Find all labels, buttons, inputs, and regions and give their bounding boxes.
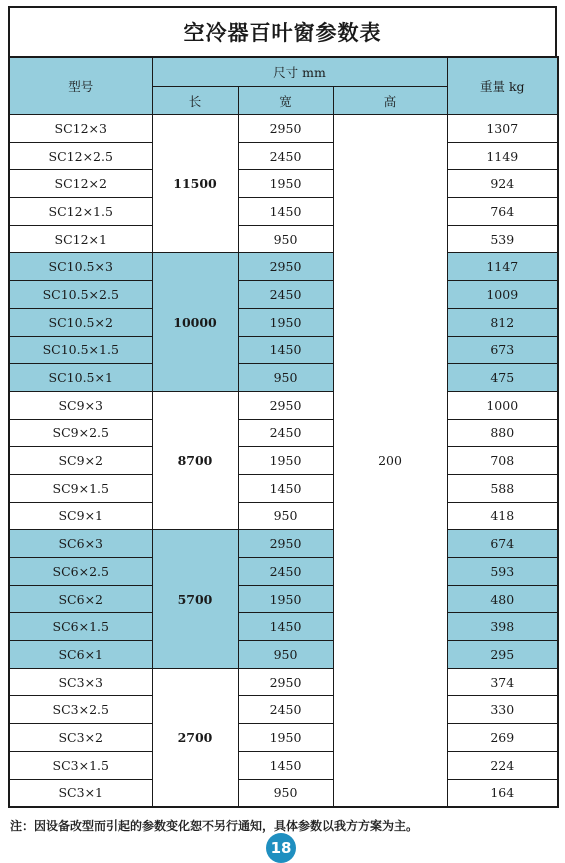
table-row bbox=[9, 724, 558, 752]
weight-cell: 164 bbox=[447, 779, 558, 807]
table-row bbox=[9, 391, 558, 419]
model-cell: SC6×1.5 bbox=[9, 613, 152, 641]
model-cell: SC3×1 bbox=[9, 779, 152, 807]
width-cell: 2950 bbox=[238, 530, 333, 558]
width-cell: 2950 bbox=[238, 668, 333, 696]
table-title: 空冷器百叶窗参数表 bbox=[8, 6, 557, 56]
width-cell: 1450 bbox=[238, 198, 333, 226]
width-cell: 1450 bbox=[238, 336, 333, 364]
width-cell: 950 bbox=[238, 641, 333, 669]
model-cell: SC3×2.5 bbox=[9, 696, 152, 724]
model-cell: SC10.5×3 bbox=[9, 253, 152, 281]
table-row bbox=[9, 502, 558, 530]
table-row bbox=[9, 558, 558, 586]
width-cell: 2450 bbox=[238, 142, 333, 170]
table-row bbox=[9, 170, 558, 198]
weight-cell: 475 bbox=[447, 364, 558, 392]
table-row bbox=[9, 447, 558, 475]
width-cell: 2450 bbox=[238, 558, 333, 586]
table-row bbox=[9, 253, 558, 281]
table-row bbox=[9, 696, 558, 724]
weight-cell: 398 bbox=[447, 613, 558, 641]
weight-cell: 539 bbox=[447, 225, 558, 253]
weight-cell: 812 bbox=[447, 308, 558, 336]
weight-cell: 593 bbox=[447, 558, 558, 586]
table-row bbox=[9, 419, 558, 447]
table-row bbox=[9, 364, 558, 392]
width-cell: 2950 bbox=[238, 115, 333, 143]
model-cell: SC3×3 bbox=[9, 668, 152, 696]
model-cell: SC12×1.5 bbox=[9, 198, 152, 226]
table-row bbox=[9, 530, 558, 558]
weight-cell: 764 bbox=[447, 198, 558, 226]
width-cell: 1950 bbox=[238, 724, 333, 752]
model-cell: SC10.5×1.5 bbox=[9, 336, 152, 364]
model-cell: SC6×1 bbox=[9, 641, 152, 669]
model-cell: SC6×2.5 bbox=[9, 558, 152, 586]
header-model: 型号 bbox=[9, 57, 152, 115]
model-cell: SC9×1.5 bbox=[9, 474, 152, 502]
model-cell: SC3×2 bbox=[9, 724, 152, 752]
model-cell: SC3×1.5 bbox=[9, 751, 152, 779]
model-cell: SC12×3 bbox=[9, 115, 152, 143]
length-cell: 8700 bbox=[152, 391, 238, 529]
width-cell: 1450 bbox=[238, 613, 333, 641]
parameter-table bbox=[8, 56, 559, 808]
model-cell: SC10.5×1 bbox=[9, 364, 152, 392]
header-size: 尺寸 mm bbox=[152, 57, 447, 87]
length-cell: 11500 bbox=[152, 115, 238, 253]
model-cell: SC9×3 bbox=[9, 391, 152, 419]
width-cell: 1950 bbox=[238, 170, 333, 198]
table-row bbox=[9, 613, 558, 641]
length-cell: 5700 bbox=[152, 530, 238, 668]
model-cell: SC9×2 bbox=[9, 447, 152, 475]
header-width: 宽 bbox=[238, 87, 333, 115]
model-cell: SC12×1 bbox=[9, 225, 152, 253]
width-cell: 2450 bbox=[238, 281, 333, 309]
weight-cell: 374 bbox=[447, 668, 558, 696]
length-cell: 2700 bbox=[152, 668, 238, 807]
width-cell: 1950 bbox=[238, 308, 333, 336]
weight-cell: 295 bbox=[447, 641, 558, 669]
model-cell: SC9×2.5 bbox=[9, 419, 152, 447]
page-number-badge: 18 bbox=[266, 833, 296, 863]
width-cell: 950 bbox=[238, 779, 333, 807]
table-row bbox=[9, 225, 558, 253]
weight-cell: 924 bbox=[447, 170, 558, 198]
weight-cell: 1009 bbox=[447, 281, 558, 309]
parameter-sheet bbox=[8, 6, 557, 808]
height-cell: 200 bbox=[333, 115, 447, 808]
model-cell: SC12×2.5 bbox=[9, 142, 152, 170]
table-row bbox=[9, 115, 558, 143]
weight-cell: 1147 bbox=[447, 253, 558, 281]
weight-cell: 880 bbox=[447, 419, 558, 447]
width-cell: 1450 bbox=[238, 751, 333, 779]
width-cell: 2950 bbox=[238, 253, 333, 281]
width-cell: 1950 bbox=[238, 585, 333, 613]
model-cell: SC9×1 bbox=[9, 502, 152, 530]
table-row bbox=[9, 668, 558, 696]
length-cell: 10000 bbox=[152, 253, 238, 391]
weight-cell: 674 bbox=[447, 530, 558, 558]
weight-cell: 1000 bbox=[447, 391, 558, 419]
weight-cell: 673 bbox=[447, 336, 558, 364]
footnote: 注：因设备改型而引起的参数变化恕不另行通知，具体参数以我方方案为主。 bbox=[10, 819, 419, 833]
width-cell: 950 bbox=[238, 225, 333, 253]
weight-cell: 418 bbox=[447, 502, 558, 530]
weight-cell: 708 bbox=[447, 447, 558, 475]
weight-cell: 330 bbox=[447, 696, 558, 724]
header-length: 长 bbox=[152, 87, 238, 115]
model-cell: SC6×2 bbox=[9, 585, 152, 613]
weight-cell: 1307 bbox=[447, 115, 558, 143]
width-cell: 950 bbox=[238, 364, 333, 392]
model-cell: SC10.5×2 bbox=[9, 308, 152, 336]
model-cell: SC10.5×2.5 bbox=[9, 281, 152, 309]
weight-cell: 480 bbox=[447, 585, 558, 613]
table-row bbox=[9, 641, 558, 669]
table-row bbox=[9, 198, 558, 226]
table-row bbox=[9, 336, 558, 364]
width-cell: 2950 bbox=[238, 391, 333, 419]
width-cell: 1450 bbox=[238, 474, 333, 502]
width-cell: 1950 bbox=[238, 447, 333, 475]
weight-cell: 269 bbox=[447, 724, 558, 752]
model-cell: SC6×3 bbox=[9, 530, 152, 558]
table-row bbox=[9, 474, 558, 502]
table-row bbox=[9, 779, 558, 807]
weight-cell: 224 bbox=[447, 751, 558, 779]
header-height: 高 bbox=[333, 87, 447, 115]
table-row bbox=[9, 751, 558, 779]
weight-cell: 1149 bbox=[447, 142, 558, 170]
header-weight: 重量 kg bbox=[447, 57, 558, 115]
width-cell: 2450 bbox=[238, 419, 333, 447]
table-row bbox=[9, 308, 558, 336]
table-body bbox=[9, 115, 558, 808]
width-cell: 950 bbox=[238, 502, 333, 530]
width-cell: 2450 bbox=[238, 696, 333, 724]
model-cell: SC12×2 bbox=[9, 170, 152, 198]
weight-cell: 588 bbox=[447, 474, 558, 502]
table-row bbox=[9, 142, 558, 170]
table-row bbox=[9, 281, 558, 309]
table-row bbox=[9, 585, 558, 613]
